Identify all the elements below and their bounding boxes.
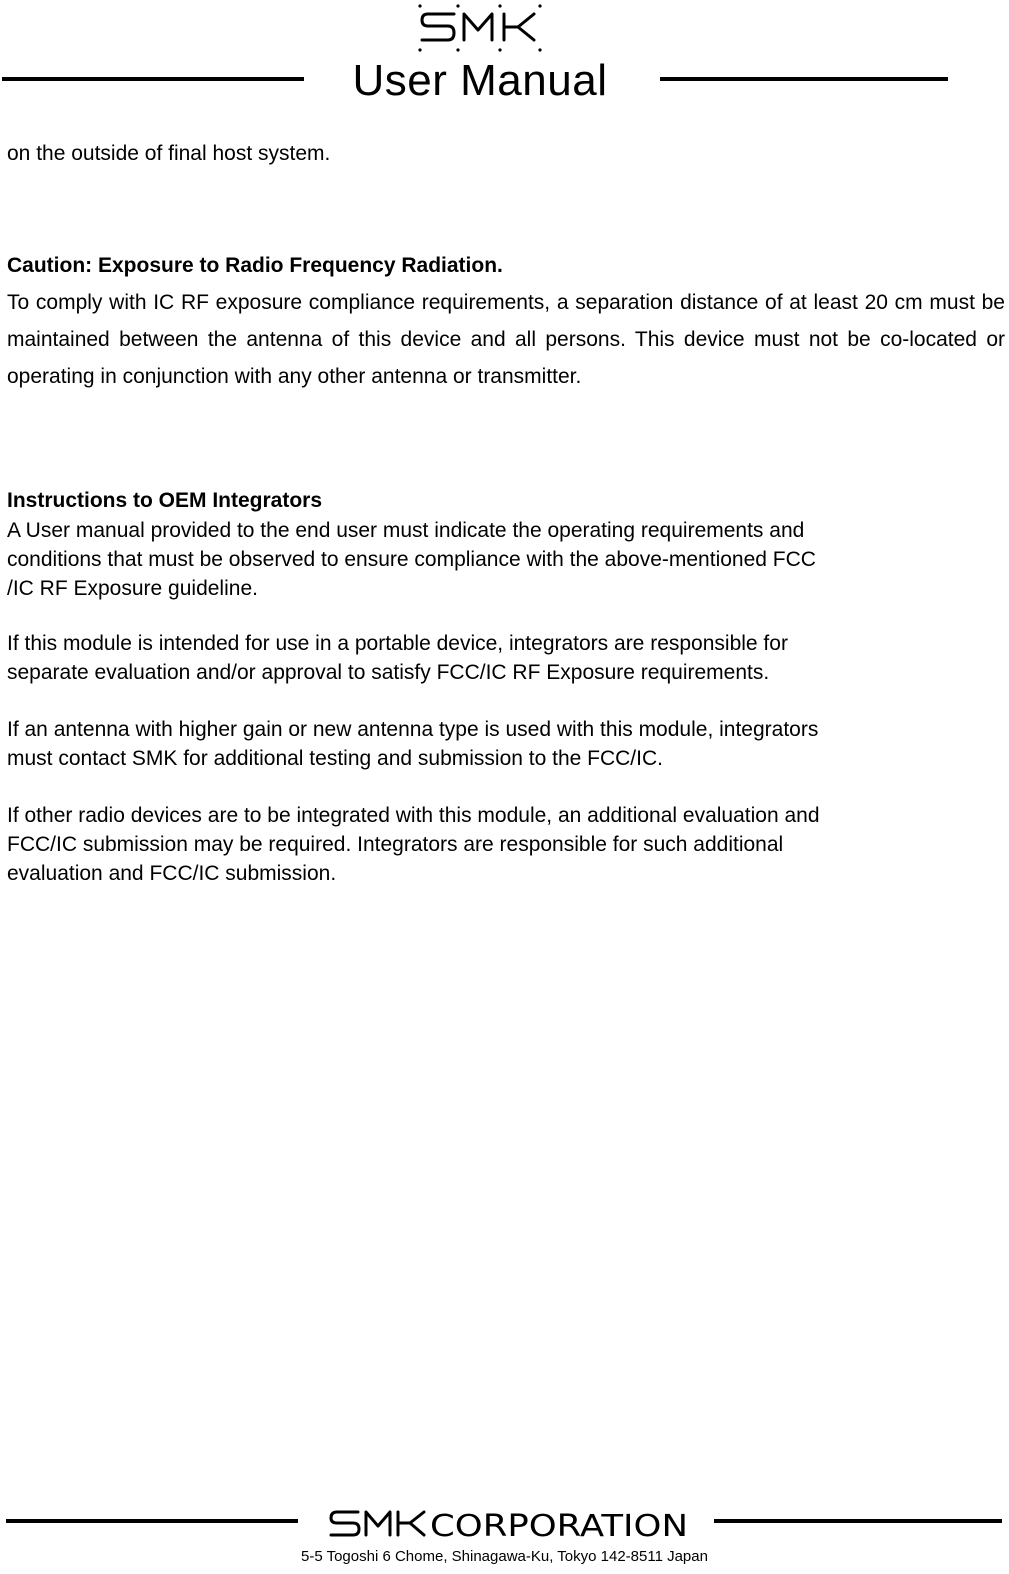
- smk-logo: [414, 2, 546, 54]
- footer-logo-text: CORPORATION: [430, 1509, 688, 1542]
- paragraph-line: must contact SMK for additional testing and submission to the FCC/IC.: [7, 747, 663, 770]
- smk-corporation-logo: [328, 1506, 690, 1542]
- caution-heading: Caution: Exposure to Radio Frequency Radiation.: [7, 254, 503, 277]
- paragraph-line: FCC/IC submission may be required. Integrators are responsible for such additional: [7, 833, 784, 856]
- paragraph-line: conditions that must be observed to ensure compliance with the above-mentioned FCC: [7, 548, 816, 571]
- instructions-paragraph-3: [7, 715, 1005, 773]
- intro-line: on the outside of final host system.: [7, 142, 331, 165]
- instructions-heading: Instructions to OEM Integrators: [7, 489, 323, 512]
- paragraph-line: If an antenna with higher gain or new antenna type is used with this module, integrators: [7, 718, 819, 741]
- paragraph-line: If other radio devices are to be integrated with this module, an additional evaluation and: [7, 804, 820, 827]
- footer-rule-right: [714, 1519, 1002, 1523]
- footer-address: 5-5 Togoshi 6 Chome, Shinagawa-Ku, Tokyo 142-8511 Japan: [301, 1548, 708, 1565]
- paragraph-line: /IC RF Exposure guideline.: [7, 577, 258, 600]
- instructions-paragraph-1: [7, 516, 1005, 603]
- page-title: User Manual: [352, 56, 608, 105]
- paragraph-line: A User manual provided to the end user must indicate the operating requirements and: [7, 519, 805, 542]
- caution-text: To comply with IC RF exposure compliance requirements, a separation distance of at least 20 cm must be maintained between the antenna of this device and all persons. This device must not be co-located or operating in conjunction with any other antenna or transmitter.: [7, 291, 1005, 388]
- paragraph-line: separate evaluation and/or approval to satisfy FCC/IC RF Exposure requirements.: [7, 661, 770, 684]
- footer-rule-left: [6, 1519, 298, 1523]
- smk-logo-text: SMK: [414, 2, 417, 3]
- instructions-paragraph-2: [7, 629, 1005, 687]
- paragraph-line: evaluation and FCC/IC submission.: [7, 862, 337, 885]
- header-rule-right: [660, 77, 948, 81]
- paragraph-line: If this module is intended for use in a portable device, integrators are responsible for: [7, 632, 788, 655]
- instructions-paragraph-4: [7, 801, 1005, 888]
